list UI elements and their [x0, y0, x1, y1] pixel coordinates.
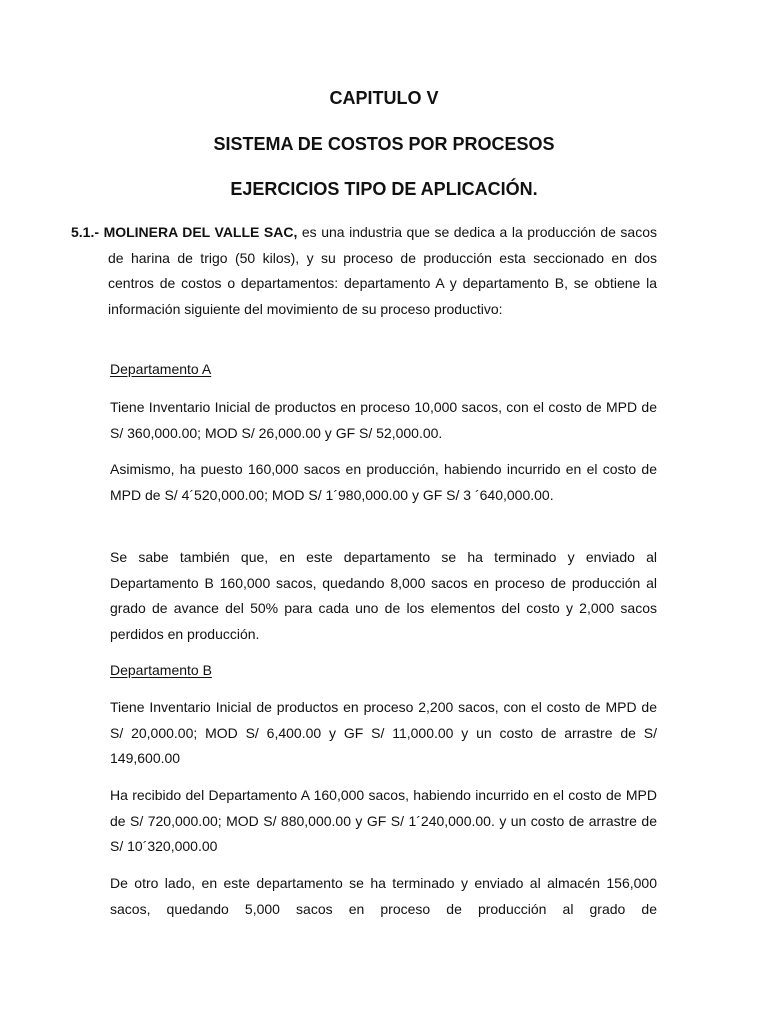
department-b-paragraph-2: Ha recibido del Departamento A 160,000 sacos, habiendo incurrido en el costo de MPD de S/ 720,000.00; MOD S/ 880,000.00 y GF S/ 1´240,000.00. y un costo de arrastre de S/ 10´320,000.00 — [110, 787, 657, 855]
chapter-title: CAPITULO V — [329, 88, 439, 108]
department-a-paragraph-2: Asimismo, ha puesto 160,000 sacos en producción, habiendo incurrido en el costo de MPD de S/ 4´520,000.00; MOD S/ 1´980,000.00 y GF S/ 3 ´640,000.00. — [110, 461, 657, 503]
exercise-intro-text: es una industria que se dedica a la producción de sacos de harina de trigo (50 kilos), y su proceso de producción esta seccionado en dos centros de costos o departamentos: departamento A y departamento B, se obtiene la información siguiente del movimiento de su proceso productivo: — [108, 224, 658, 317]
exercise-number: 5.1.- — [71, 224, 100, 240]
department-a-heading: Departamento A — [110, 361, 212, 377]
company-name: MOLINERA DEL VALLE SAC, — [103, 224, 298, 240]
department-b-paragraph-1: Tiene Inventario Inicial de productos en proceso 2,200 sacos, con el costo de MPD de S/ 20,000.00; MOD S/ 6,400.00 y GF S/ 11,000.00 y un costo de arrastre de S/ 149,600.00 — [110, 699, 657, 767]
section-title: SISTEMA DE COSTOS POR PROCESOS — [213, 134, 555, 154]
exercise-intro-paragraph — [71, 220, 657, 322]
department-b-heading: Departamento B — [110, 662, 212, 678]
department-a-paragraph-3: Se sabe también que, en este departamento se ha terminado y enviado al Departamento B 160,000 sacos, quedando 8,000 sacos en proceso de producción al grado de avance del 50% para cada uno de los elementos del costo y 2,000 sacos perdidos en producción. — [110, 549, 657, 642]
department-a-paragraph-1: Tiene Inventario Inicial de productos en proceso 10,000 sacos, con el costo de MPD de S/ 360,000.00; MOD S/ 26,000.00 y GF S/ 52,000.00. — [110, 399, 657, 441]
subsection-title: EJERCICIOS TIPO DE APLICACIÓN. — [230, 179, 538, 199]
department-b-paragraph-3: De otro lado, en este departamento se ha terminado y enviado al almacén 156,000 sacos, quedando 5,000 sacos en proceso de producción al grado de — [110, 875, 657, 917]
